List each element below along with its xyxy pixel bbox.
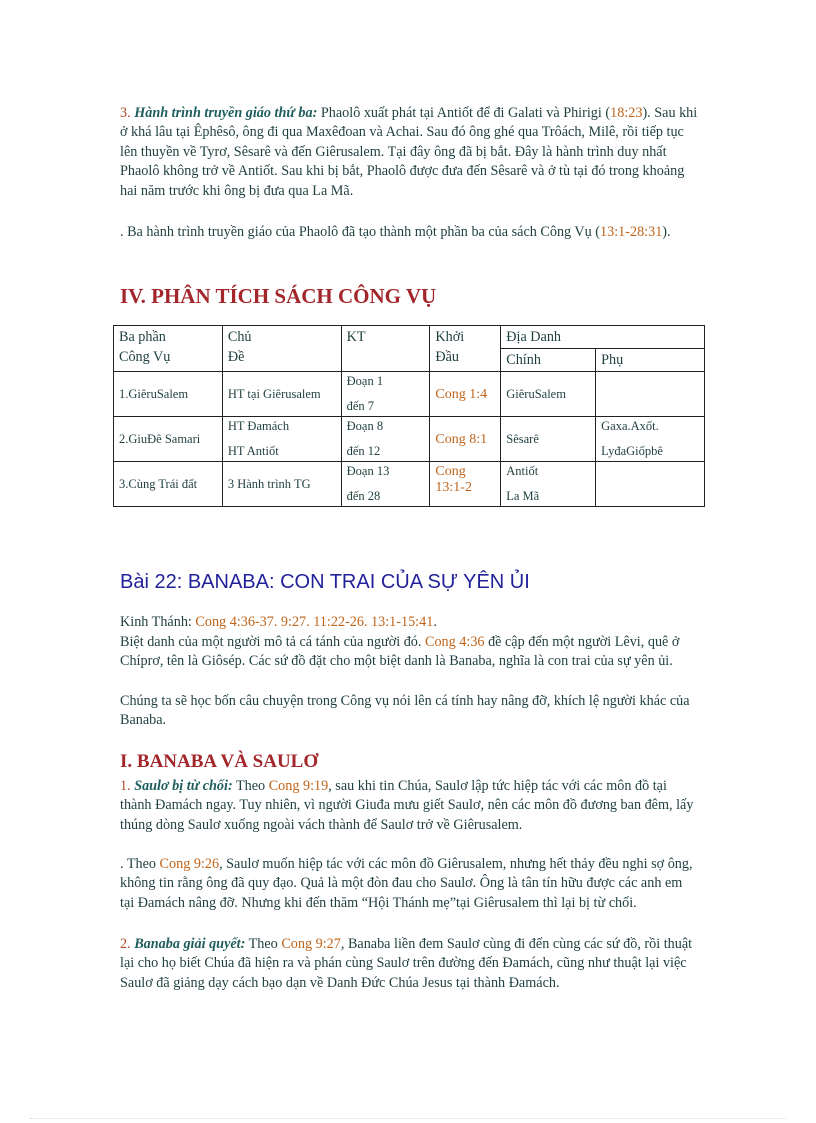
analysis-table (113, 325, 705, 507)
body-text: Biệt danh của một người mô tả cá tánh của người đó. (120, 634, 425, 650)
section-title: Saulơ bị từ chối: (134, 778, 233, 794)
cell-start: Cong 1:4 (430, 372, 501, 417)
body-text: ). Sau khi ở khá lâu tại Êphêsô, ông đi qua Maxêđoan và Achai. Sau đó ông ghé qua Trôách, Milê, rồi tiếp tục lên thuyền về Tyrơ, Sêsarê và đến Giêrusalem. Tại đây ông đã bị bắt. Đây là hành trình duy nhất Phaolô không trở về Antiốt. Sau khi bị bắt, Phaolô được đưa đến Sêsarê và ở tù tại đó trong khoảng hai năm trước khi ông bị đưa qua La Mã. (120, 105, 698, 199)
paragraph-scripture (120, 613, 700, 632)
body-text: Theo (245, 936, 282, 952)
cell-kt: Đoạn 8 đến 12 (341, 417, 430, 462)
scripture-reference: 13:1-28:31 (600, 224, 663, 240)
list-number: 2. (120, 936, 131, 952)
paragraph-banaba-resolves (120, 935, 700, 993)
scripture-reference: Cong 9:26 (159, 856, 220, 872)
body-text: , Banaba liền đem Saulơ cùng đi đến cùng các sứ đồ, rồi thuật lại cho họ biết Chúa đã hiện ra và phán cùng Saulơ trên đường đến Đamách, cũng như thuật lại việc Saulơ đã giảng dạy cách bạo dạn về Danh Đức Chúa Jesus tại thành Đamách. (120, 936, 693, 991)
cell-start: Cong 8:1 (430, 417, 501, 462)
cell-kt: Đoạn 13 đến 28 (341, 462, 430, 507)
header-main-place: Chính (501, 349, 596, 372)
body-text: . Theo (120, 856, 160, 872)
cell-sub-place (596, 372, 705, 417)
paragraph-four-stories: Chúng ta sẽ học bốn câu chuyện trong Công vụ nói lên cá tính hay nâng đỡ, khích lệ người khác của Banaba. (120, 693, 690, 729)
paragraph-three-journeys (120, 223, 700, 242)
table-row (114, 462, 705, 507)
cell-part: 2.GiuĐê Samari (114, 417, 223, 462)
paragraph-nickname (120, 633, 700, 672)
body-text: đề cập đến một người Lêvi, quê ở Chíprơ, tên là Giôsép. Các sứ đồ đặt cho một biệt danh là Banaba, nghĩa là con trai của sự yên ủi. (120, 634, 680, 670)
header-sub-place: Phụ (596, 349, 705, 372)
paragraph-jerusalem (120, 855, 700, 913)
cell-sub-place (596, 462, 705, 507)
heading-banaba-saulo: I. BANABA VÀ SAULƠ (120, 751, 319, 772)
header-part: Ba phần Công Vụ (114, 326, 223, 372)
scripture-reference: Cong 4:36-37. 9:27. 11:22-26. 13:1-15:41 (195, 614, 434, 630)
cell-sub-place: Gaxa.Axốt. LyđaGiốpbê (596, 417, 705, 462)
cell-main-place: GiêruSalem (501, 372, 596, 417)
header-kt: KT (341, 326, 430, 372)
cell-part: 1.GiêruSalem (114, 372, 223, 417)
cell-kt: Đoạn 1 đến 7 (341, 372, 430, 417)
body-text: , sau khi tin Chúa, Saulơ lập tức hiệp tác với các môn đồ tại thành Đamách ngay. Tuy nhiên, vì người Giuđa mưu giết Saulơ, nên các môn đồ đương ban đêm, lấy thúng dòng Saulơ xuống ngoài vách thành để Saulơ trở về Giêrusalem. (120, 778, 694, 833)
cell-topic: HT Đamách HT Antiốt (222, 417, 341, 462)
cell-main-place: Antiốt La Mã (501, 462, 596, 507)
list-number: 1. (120, 778, 131, 794)
scripture-reference: 18:23 (610, 105, 643, 121)
scripture-reference: Cong 9:27 (281, 936, 341, 952)
section-title: Hành trình truyền giáo thứ ba: (134, 105, 318, 121)
section-title: Banaba giải quyết: (134, 936, 246, 952)
cell-start: Cong 13:1-2 (430, 462, 501, 507)
page-bottom-divider (30, 1118, 786, 1119)
body-text: ). (662, 224, 671, 240)
paragraph-saulo-rejected (120, 777, 700, 835)
list-number: 3. (120, 105, 131, 121)
table-header-row (114, 326, 705, 349)
header-start: Khởi Đầu (430, 326, 501, 372)
body-text: Theo (232, 778, 269, 794)
scripture-reference: Cong 4:36 (425, 634, 485, 650)
cell-topic: 3 Hành trình TG (222, 462, 341, 507)
body-text: . Ba hành trình truyền giáo của Phaolô đã tạo thành một phần ba của sách Công Vụ ( (120, 224, 601, 240)
cell-topic: HT tại Giêrusalem (222, 372, 341, 417)
heading-lesson-22: Bài 22: BANABA: CON TRAI CỦA SỰ YÊN ỦI (120, 571, 530, 593)
heading-analysis: IV. PHÂN TÍCH SÁCH CÔNG VỤ (120, 284, 437, 308)
body-text: Phaolô xuất phát tại Antiốt để đi Galati và Phirigi ( (317, 105, 611, 121)
body-text: , Saulơ muốn hiệp tác với các môn đồ Giêrusalem, nhưng hết thảy đều nghi sợ ông, không tin rằng ông đã quy đạo. Quả là một đòn đau cho Saulơ. Ông là tân tín hữu được các anh em tại Đamách nâng đỡ. Nhưng khi đến thăm “Hội Thánh mẹ”tại Giêrusalem thì lại bị từ chối. (120, 856, 693, 911)
table-row (114, 417, 705, 462)
scripture-reference: Cong 9:19 (268, 778, 329, 794)
cell-main-place: Sêsarê (501, 417, 596, 462)
header-topic: Chủ Đề (222, 326, 341, 372)
cell-part: 3.Cùng Trái đất (114, 462, 223, 507)
body-text: Kinh Thánh: (120, 614, 196, 630)
paragraph-third-journey (120, 104, 700, 201)
table-row (114, 372, 705, 417)
header-places: Địa Danh (501, 326, 705, 349)
body-text: . (433, 614, 437, 630)
